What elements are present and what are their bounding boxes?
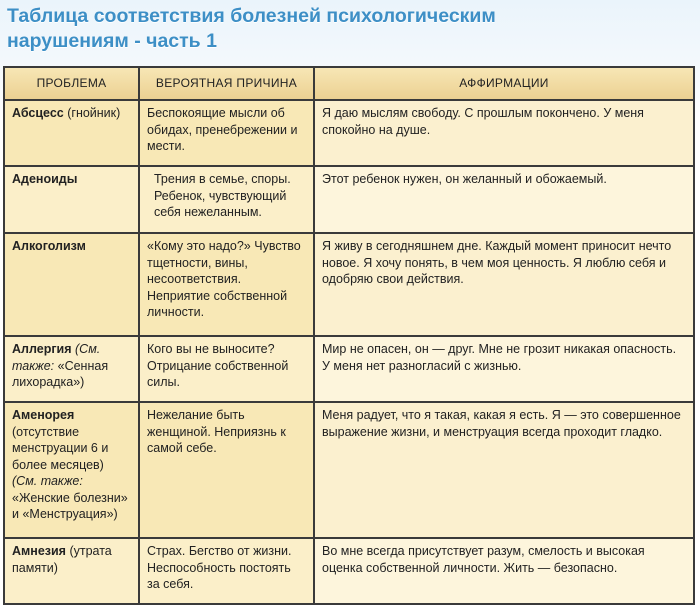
problem-name: Аденоиды (12, 172, 78, 186)
problem-cell (4, 538, 139, 604)
table-row (4, 402, 694, 538)
problem-cell (4, 336, 139, 402)
affirmation-cell: Меня радует, что я такая, какая я есть. Я — это совершенное выражение жизни, и менструация всегда проходит гладко. (314, 402, 694, 538)
affirmation-cell: Этот ребенок нужен, он желанный и обожаемый. (314, 166, 694, 233)
cause-cell: Нежелание быть женщиной. Неприязнь к самой себе. (139, 402, 314, 538)
problem-name: Амнезия (12, 544, 66, 558)
cause-cell: Кого вы не выносите? Отрицание собственной силы. (139, 336, 314, 402)
table-row (4, 100, 694, 166)
affirmation-cell: Мир не опасен, он — друг. Мне не грозит никакая опасность. У меня нет разногласий с жизнью. (314, 336, 694, 402)
see-also-refs: «Женские болезни» и «Менструация») (12, 490, 128, 521)
header-problem: ПРОБЛЕМА (4, 67, 139, 100)
table-row (4, 336, 694, 402)
table-row (4, 166, 694, 233)
page-title: Таблица соответствия болезней психологическим нарушениям - часть 1 (7, 5, 496, 52)
affirmation-cell: Я живу в сегодняшнем дне. Каждый момент приносит нечто новое. Я хочу понять, в чем моя ценность. Я люблю себя и одобряю свои действия. (314, 233, 694, 336)
problem-note: (отсутствие менструации 6 и более месяцев) (12, 424, 109, 472)
problem-name: Аменорея (12, 408, 75, 422)
problem-name: Алкоголизм (12, 239, 86, 253)
cause-cell: Беспокоящие мысли об обидах, пренебрежении и мести. (139, 100, 314, 166)
problem-cell (4, 402, 139, 538)
cause-cell: Трения в семье, споры. Ребенок, чувствующий себя нежеланным. (139, 166, 314, 233)
disease-table (3, 66, 695, 605)
cause-cell: «Кому это надо?» Чувство тщетности, вины, несоответствия. Неприятие собственной личности. (139, 233, 314, 336)
problem-cell (4, 100, 139, 166)
problem-name: Абсцесс (12, 106, 64, 120)
problem-note: (гнойник) (63, 106, 121, 120)
problem-name: Аллергия (12, 342, 72, 356)
see-also-refs: «Сенная лихорадка») (12, 358, 109, 389)
see-also-label: (См. также: (12, 342, 101, 373)
cause-cell: Страх. Бегство от жизни. Неспособность постоять за себя. (139, 538, 314, 604)
table-header-row (4, 67, 694, 100)
header-cause: ВЕРОЯТНАЯ ПРИЧИНА (139, 67, 314, 100)
table-row (4, 233, 694, 336)
problem-cell (4, 166, 139, 233)
table-row (4, 538, 694, 604)
problem-note: (утрата памяти) (12, 544, 112, 575)
see-also-label: (См. также: (12, 474, 83, 488)
problem-cell (4, 233, 139, 336)
affirmation-cell: Я даю мыслям свободу. С прошлым покончено. У меня спокойно на душе. (314, 100, 694, 166)
header-affirmations: АФФИРМАЦИИ (314, 67, 694, 100)
affirmation-cell: Во мне всегда присутствует разум, смелость и высокая оценка собственной личности. Жить — безопасно. (314, 538, 694, 604)
